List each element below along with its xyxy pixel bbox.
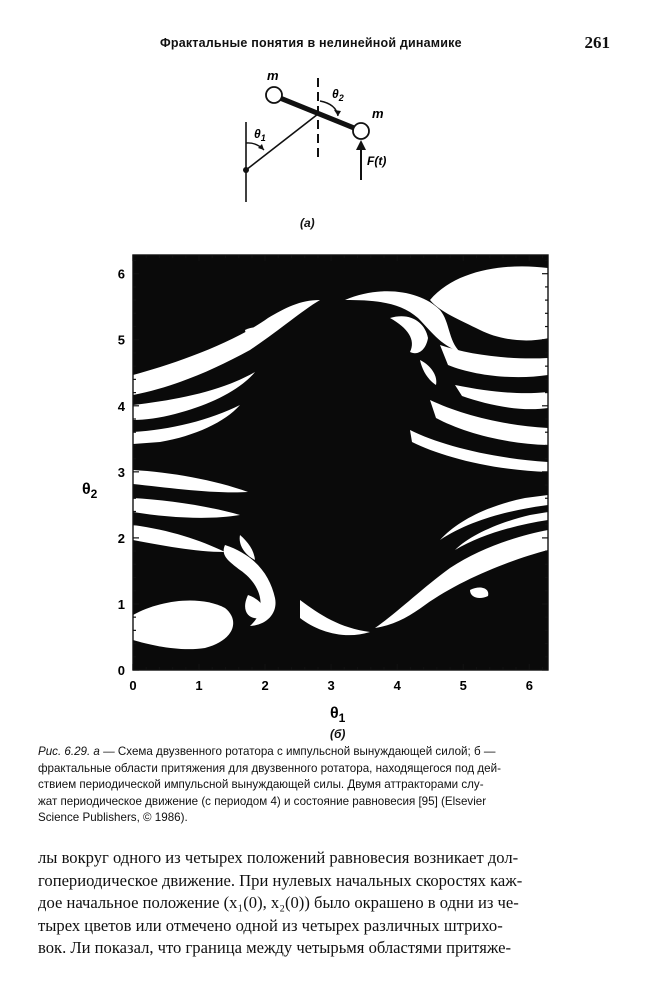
y-tick-label: 4: [117, 398, 125, 414]
caption-line: ствием периодической импульсной вынуждающей силы. Двумя аттракторами слу-: [38, 778, 484, 791]
y-tick-label: 2: [117, 530, 125, 546]
x-tick-labels: [129, 678, 533, 693]
caption-line: фрактальные области притяжения для двузвенного ротатора, находящегося под дей-: [38, 761, 501, 775]
x-tick-label: 0: [129, 678, 137, 693]
caption-line: Рис. 6.29. а — Схема двузвенного ротатора с импульсной вынуждающей силой; б —: [38, 745, 496, 758]
body-line: тырех цветов или отмечено одной из четырех различных штрихо-: [38, 915, 503, 935]
mass-right-label: m: [372, 106, 384, 121]
body-paragraph: [38, 847, 613, 960]
y-tick-label: 1: [117, 596, 125, 612]
panel-a-label: (a): [300, 216, 315, 230]
y-tick-label: 5: [117, 332, 125, 348]
caption-line: Science Publishers, © 1986).: [38, 811, 188, 824]
y-tick-label: 6: [117, 266, 125, 282]
x-tick-label: 3: [327, 678, 335, 693]
body-line: гопериодическое движение. При нулевых начальных скоростях каж-: [38, 870, 523, 890]
force-label: F(t): [367, 154, 387, 168]
theta1-label: $\theta_1$: [254, 127, 266, 143]
x-tick-label: 6: [525, 678, 533, 693]
caption-line: жат периодическое движение (с периодом 4) и состояние равновесия [95] (Elsevier: [38, 794, 487, 808]
body-line: вок. Ли показал, что граница между четырьмя областями притяже-: [38, 938, 511, 957]
y-tick-labels: [118, 267, 126, 678]
x-tick-label: 1: [195, 678, 203, 693]
body-line: дое начальное положение (x₁(0), x₂(0)) было окрашено в одни из че-: [38, 893, 519, 912]
body-line: лы вокруг одного из четырех положений равновесия возникает дол-: [38, 848, 519, 867]
x-tick-label: 5: [459, 678, 467, 693]
x-tick-label: 4: [393, 678, 401, 693]
y-tick-label: 0: [117, 663, 125, 678]
running-title: Фрактальные понятия в нелинейной динамике: [160, 36, 462, 50]
mass-top-label: m: [267, 68, 279, 83]
theta2-label: $\theta_2$: [332, 87, 344, 103]
page-number: 261: [584, 33, 610, 52]
figure-caption: [38, 744, 618, 827]
panel-b-label: (б): [330, 727, 346, 741]
x-axis-label: $\theta_1$: [330, 705, 346, 725]
x-tick-label: 2: [261, 678, 269, 693]
y-tick-label: 3: [117, 464, 125, 480]
y-axis-label: $\theta_2$: [82, 481, 98, 501]
